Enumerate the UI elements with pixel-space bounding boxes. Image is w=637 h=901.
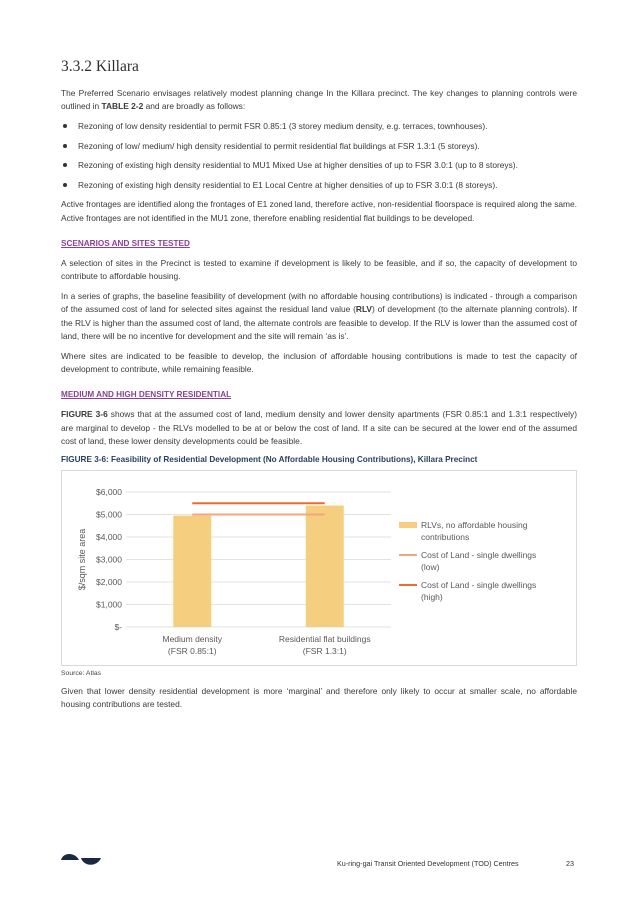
y-tick-label: $4,000 (96, 532, 122, 543)
rlv-term: RLV (355, 304, 373, 315)
legend-label: contributions (421, 532, 470, 543)
scenarios-paragraph-1: A selection of sites in the Precinct is tested to examine if development is likely to be feasible, and if so, the capacity of development to contribute to affordable housing. (61, 257, 577, 282)
section-title: 3.3.2 Killara (61, 58, 139, 75)
intro-text-b: and are broadly as follows: (143, 101, 246, 112)
figure-source: Source: Atlas (61, 670, 102, 678)
list-item: Rezoning of existing high density residential to E1 Local Centre at higher densities of up to FSR 3.0:1 (8 storeys). (61, 179, 577, 191)
feasibility-chart (61, 470, 577, 666)
y-axis-title: $/sqm site area (77, 528, 87, 591)
y-tick-label: $2,000 (96, 577, 122, 588)
frontages-paragraph: Active frontages are identified along the frontages of E1 zoned land, therefore active, non-residential floorspace is required along the same. Active frontages are not identified in the MU1 zone, therefore enabling residential flat buildings to be developed. (61, 199, 577, 223)
scenarios-paragraph-3: Where sites are indicated to be feasible to develop, the inclusion of affordable housing contributions is made to test the capacity of development to contribute, while remaining feasible. (61, 351, 577, 375)
x-tick-label: Residential flat buildings (278, 634, 371, 645)
y-tick-label: $- (114, 622, 122, 633)
rezoning-list (61, 120, 577, 191)
medium-density-paragraph (61, 408, 577, 448)
x-tick-label: (FSR 1.3:1) (302, 646, 347, 657)
medium-density-text: shows that at the assumed cost of land, medium density and lower density apartments (FSR 0.85:1 and 1.3:1 respectively) are marginal to develop - the RLVs modelled to be at or below the cost of land. If a site can be secured at the lower end of the assumed cost of land, these lower density developments could be feasible. (61, 409, 577, 446)
intro-paragraph (61, 87, 577, 113)
y-tick-label: $3,000 (96, 554, 122, 565)
medium-density-heading: MEDIUM AND HIGH DENSITY RESIDENTIAL (61, 390, 232, 400)
scenarios-text-a: In a series of graphs, the baseline feasibility of development (with no affordable housing contributions) is indicated - through a comparison of the assumed cost of land for selected sites against the residual land value ( (61, 291, 577, 315)
list-item: Rezoning of low density residential to permit FSR 0.85:1 (3 storey medium density, e.g. terraces, townhouses). (61, 120, 577, 132)
x-tick-label: (FSR 0.85:1) (167, 646, 217, 657)
scenarios-paragraph-2 (61, 290, 577, 343)
legend-label: (low) (421, 562, 440, 573)
legend-label: (high) (421, 592, 443, 603)
scenarios-text-b: ) of development (to the alternate planning controls). If the RLV is higher than the assumed cost of land, the alternate controls are feasible to develop. If the RLV is lower than the assumed cost of land, there will be no incentive for development and the site will remain ‘as is’. (61, 304, 577, 341)
page-footer (0, 844, 637, 874)
table-reference: TABLE 2-2 (101, 101, 144, 112)
list-item: Rezoning of existing high density residential to MU1 Mixed Use at higher densities of up to FSR 3.0:1 (up to 8 storeys). (61, 159, 577, 171)
logo-icon (60, 849, 104, 869)
y-tick-label: $6,000 (96, 487, 122, 498)
x-tick-label: Medium density (162, 634, 223, 645)
legend-label: RLVs, no affordable housing (421, 520, 528, 531)
y-tick-label: $5,000 (96, 509, 122, 520)
legend-label: Cost of Land - single dwellings (421, 580, 537, 591)
bar-rlv (306, 506, 344, 628)
closing-paragraph: Given that lower density residential development is more ‘marginal’ and therefore only likely to occur at smaller scale, no affordable housing contributions are tested. (61, 686, 577, 710)
legend-swatch (399, 522, 417, 528)
scenarios-heading: SCENARIOS AND SITES TESTED (61, 238, 190, 248)
intro-text-a: The Preferred Scenario envisages relatively modest planning change In the Killara precinct. The key changes to planning controls were outlined in (61, 88, 577, 112)
y-tick-label: $1,000 (96, 599, 122, 610)
figure-caption: FIGURE 3-6: Feasibility of Residential Development (No Affordable Housing Contributions), Killara Precinct (61, 455, 478, 465)
page-number: 23 (566, 859, 574, 868)
list-item: Rezoning of low/ medium/ high density residential to permit residential flat buildings at FSR 1.3:1 (5 storeys). (61, 140, 577, 152)
legend-label: Cost of Land - single dwellings (421, 550, 537, 561)
figure-reference: FIGURE 3-6 (61, 409, 108, 420)
footer-title: Ku-ring-gai Transit Oriented Development (TOD) Centres (337, 859, 519, 868)
bar-rlv (173, 516, 211, 627)
page-content (61, 58, 577, 718)
